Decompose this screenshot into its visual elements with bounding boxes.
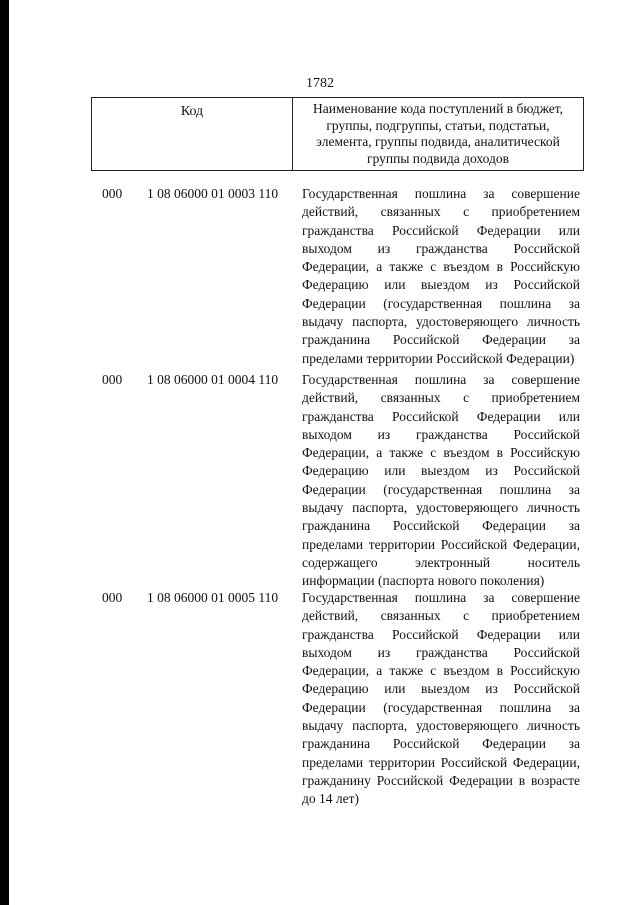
revenue-code: 1 08 06000 01 0005 110 <box>147 590 279 605</box>
code-column-header: Код <box>92 98 293 170</box>
revenue-name: Государственная пошлина за совершение действий, связанных с приобретением гражданства Российской Федерации или выходом из гражданства Российской Федерации, а также с въездом в Российскую Федерацию или выездом из Российской Федерации (государственная пошлина за выдачу паспорта, удостоверяющего личность гражданина Российской Федерации за пределами территории Российской Федерации) <box>302 186 580 366</box>
table-header <box>91 97 584 171</box>
revenue-code: 1 08 06000 01 0004 110 <box>147 372 279 387</box>
revenue-code: 1 08 06000 01 0003 110 <box>147 186 279 201</box>
revenue-name: Государственная пошлина за совершение действий, связанных с приобретением гражданства Российской Федерации или выходом из гражданства Российской Федерации, а также с въездом в Российскую Федерацию или выездом из Российской Федерации (государственная пошлина за выдачу паспорта, удостоверяющего личность гражданина Российской Федерации за пределами территории Российской Федерации, содержащего электронный носитель информации (паспорта нового поколения) <box>302 372 580 589</box>
admin-code: 000 <box>102 590 123 605</box>
admin-code: 000 <box>102 372 123 387</box>
name-column-header: Наименование кода поступлений в бюджет, группы, подгруппы, статьи, подстатьи, элемента, группы подвида, аналитической группы подвида доходов <box>312 101 563 166</box>
page-number: 1782 <box>306 76 334 91</box>
admin-code: 000 <box>102 186 123 201</box>
revenue-name: Государственная пошлина за совершение действий, связанных с приобретением гражданства Российской Федерации или выходом из гражданства Российской Федерации, а также с въездом в Российскую Федерацию или выездом из Российской Федерации (государственная пошлина за выдачу паспорта, удостоверяющего личность гражданина Российской Федерации за пределами территории Российской Федерации, гражданину Российской Федерации в возрасте до 14 лет) <box>302 590 580 807</box>
scan-border <box>0 0 9 905</box>
